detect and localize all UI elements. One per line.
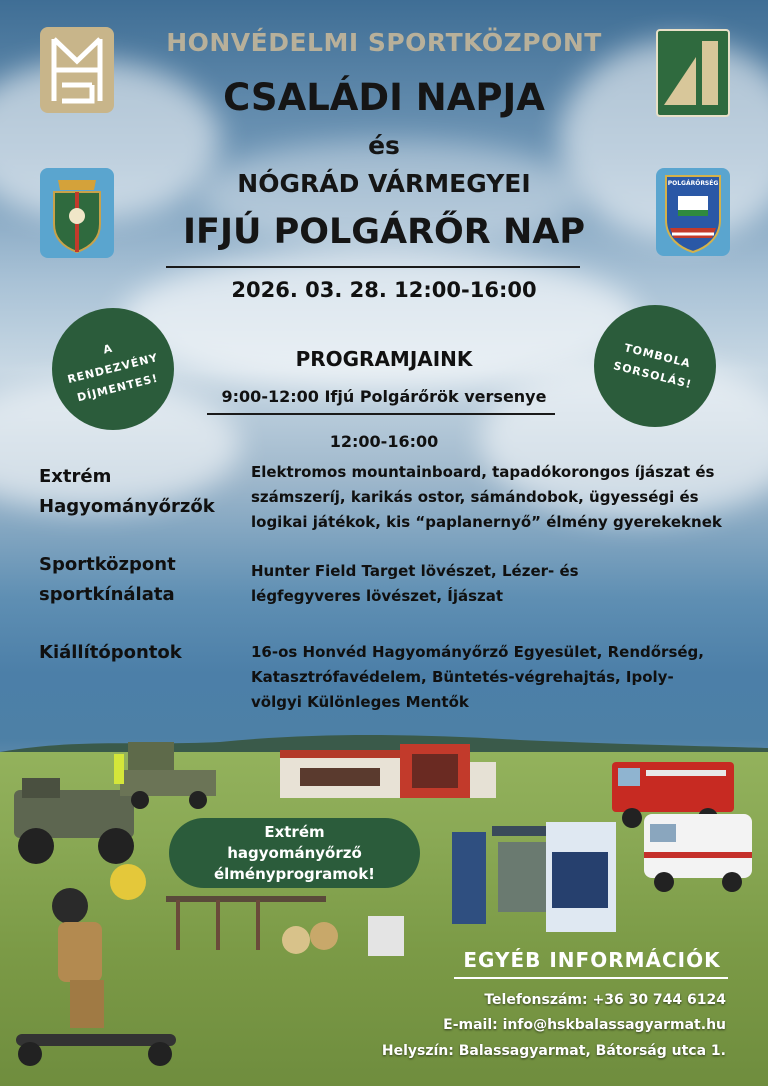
conjunction-text: és xyxy=(368,131,400,160)
event-date: 2026. 03. 28. 12:00-16:00 xyxy=(231,278,537,302)
free-entry-text: A RENDEZVÉNY DÍJMENTES! xyxy=(66,341,160,405)
program-description: 16-os Honvéd Hagyományőrző Egyesület, Rendőrség, Katasztrófavédelem, Büntetés-végrehajtás, Ipoly-völgyi Különleges Mentők xyxy=(251,643,704,711)
program-description: Elektromos mountainboard, tapadókorongos íjászat és számszeríj, karikás ostor, sámándobok, ügyességi és logikai játékok, kis “paplanernyő” élmény gyerekeknek xyxy=(251,463,722,531)
info-divider xyxy=(454,977,728,979)
event-title: CSALÁDI NAPJA xyxy=(223,76,545,119)
organizer-title: HONVÉDELMI SPORTKÖZPONT xyxy=(166,28,602,57)
phone-text: Telefonszám: +36 30 744 6124 xyxy=(484,992,726,1008)
sports-center-building xyxy=(280,742,496,798)
programs-heading: PROGRAMJAINK xyxy=(295,347,473,371)
raffle-text: TOMBOLA SORSOLÁS! xyxy=(612,341,694,392)
highlight-text: Extrém hagyományőrző élményprogramok! xyxy=(213,822,376,883)
program-category: Sportközpont sportkínálata xyxy=(39,554,176,605)
program-divider xyxy=(207,413,555,415)
info-heading: EGYÉB INFORMÁCIÓK xyxy=(463,948,721,972)
morning-program: 9:00-12:00 Ifjú Polgárőrök versenye xyxy=(221,387,547,406)
program-description: Hunter Field Target lövészet, Lézer- és légfegyveres lövészet, Íjászat xyxy=(251,562,579,605)
rescue-van-photo xyxy=(640,806,756,892)
police-stand-photo xyxy=(452,822,618,932)
youth-event-title: IFJÚ POLGÁRŐR NAP xyxy=(183,212,585,252)
title-divider xyxy=(166,266,580,268)
county-title: NÓGRÁD VÁRMEGYEI xyxy=(237,169,531,198)
email-text: E-mail: info@hskbalassagyarmat.hu xyxy=(443,1017,726,1033)
vehicle-with-trailer-photo xyxy=(110,740,220,810)
program-category: Extrém Hagyományőrzők xyxy=(39,466,215,517)
police-logo-label: POLGÁRŐRSÉG xyxy=(667,180,719,187)
program-category: Kiállítópontok xyxy=(39,642,182,663)
highlight-pill xyxy=(169,818,420,888)
location-text: Helyszín: Balassagyarmat, Bátorság utca 1. xyxy=(381,1043,726,1059)
afternoon-time: 12:00-16:00 xyxy=(329,432,439,451)
